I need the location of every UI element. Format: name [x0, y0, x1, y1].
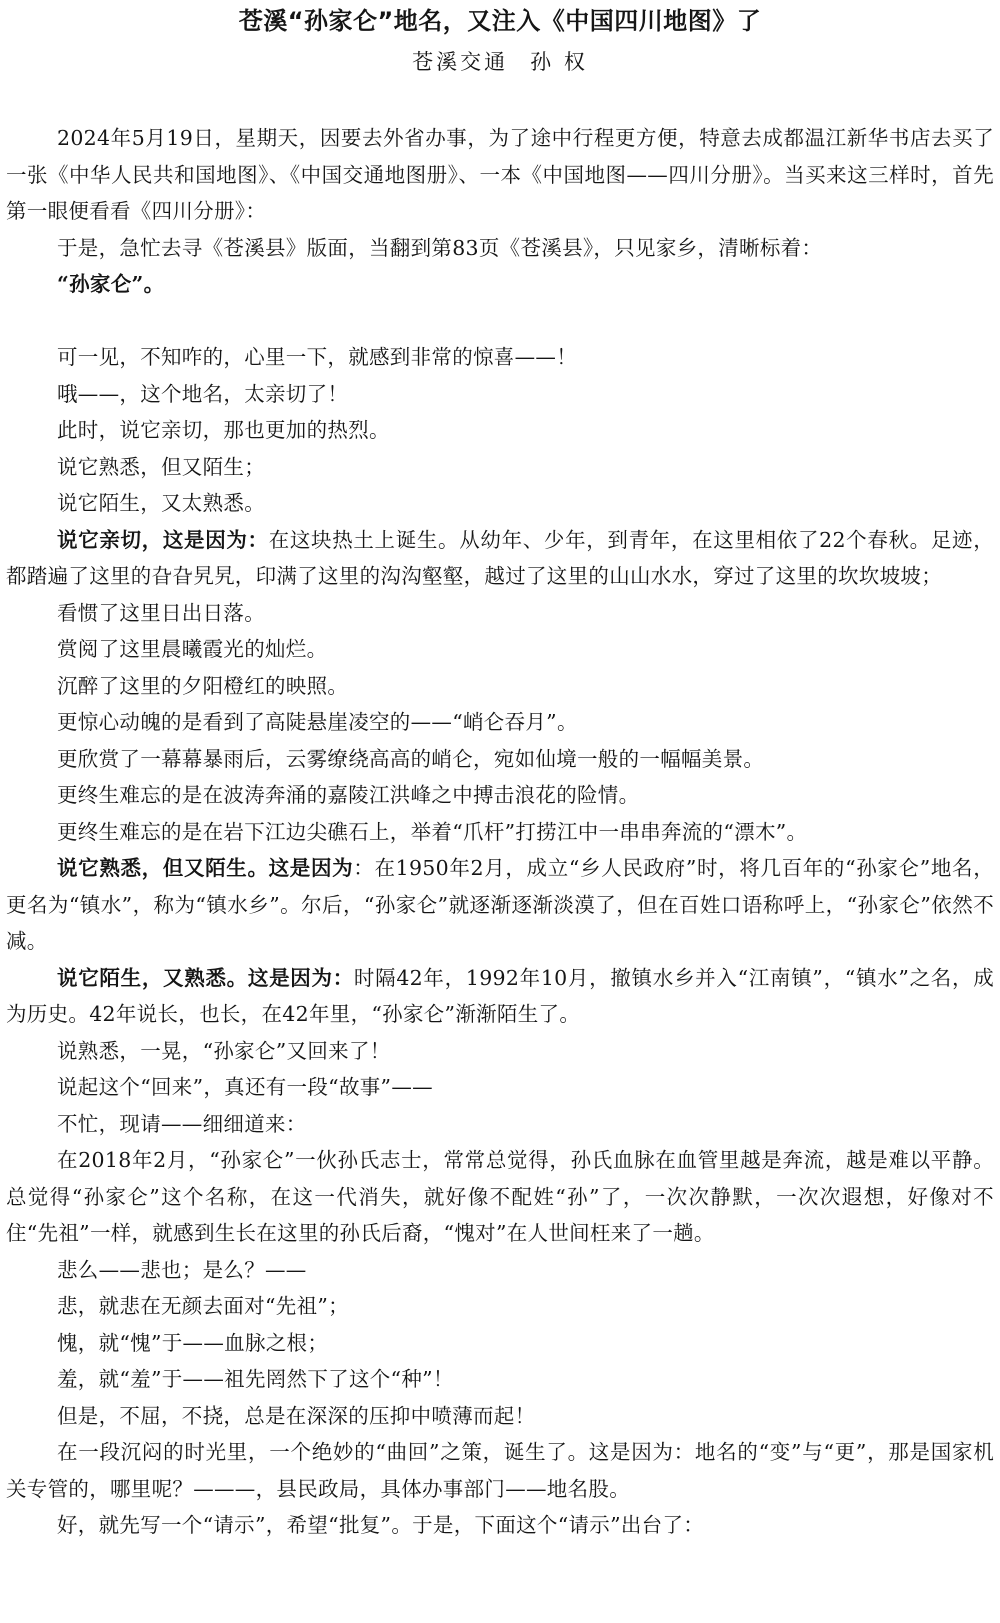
paragraph	[6, 668, 994, 705]
paragraph	[6, 449, 994, 486]
paragraph-lead: 说它亲切，这是因为：	[57, 527, 269, 552]
paragraph	[6, 1069, 994, 1106]
paragraph	[6, 1507, 994, 1544]
paragraph	[6, 741, 994, 778]
byline	[0, 47, 1000, 77]
paragraph-lead: “孙家仑”。	[57, 272, 165, 296]
byline-author: 孙 权	[530, 50, 588, 74]
paragraph-text: 哦——，这个地名，太亲切了！	[57, 381, 349, 406]
paragraph	[6, 339, 994, 376]
paragraph	[6, 1252, 994, 1289]
paragraph	[6, 704, 994, 741]
paragraph-text: 此时，说它亲切，那也更加的热烈。	[57, 418, 390, 442]
paragraph	[6, 376, 994, 413]
paragraph	[6, 595, 994, 632]
paragraph-text: 不忙，现请——细细道来：	[57, 1111, 307, 1136]
paragraph-text: 说它熟悉，但又陌生；	[57, 454, 265, 479]
paragraph	[6, 522, 994, 595]
paragraph-text: 沉醉了这里的夕阳橙红的映照。	[57, 673, 349, 698]
paragraph	[6, 777, 994, 814]
paragraph	[6, 814, 994, 851]
paragraph	[6, 1398, 994, 1435]
paragraph	[6, 412, 994, 449]
paragraph	[6, 120, 994, 230]
paragraph-text: 说熟悉，一晃，“孙家仑”又回来了！	[57, 1038, 391, 1063]
paragraph-lead: 说它陌生，又熟悉。这是因为：	[57, 965, 354, 990]
paragraph-text: 说起这个“回来”，真还有一段“故事”——	[57, 1075, 433, 1099]
paragraph-text: 说它陌生，又太熟悉。	[57, 491, 265, 515]
paragraph	[6, 1142, 994, 1252]
paragraph-text: 赏阅了这里晨曦霞光的灿烂。	[57, 637, 328, 661]
paragraph-text: 好，就先写一个“请示”，希望“批复”。于是，下面这个“请示”出台了：	[57, 1513, 705, 1537]
paragraph-lead: 说它熟悉，但又陌生。这是因为	[57, 856, 354, 880]
paragraph-text: 更欣赏了一幕幕暴雨后，云雾缭绕高高的峭仑，宛如仙境一般的一幅幅美景。	[57, 746, 765, 771]
paragraph-text: 羞，就“羞”于——祖先罔然下了这个“种”！	[57, 1367, 454, 1391]
paragraph-text: 更终生难忘的是在波涛奔涌的嘉陵江洪峰之中搏击浪花的险情。	[57, 783, 640, 807]
paragraph-text: 更惊心动魄的是看到了高陡悬崖凌空的——“峭仑吞月”。	[57, 710, 578, 734]
paragraph	[6, 1288, 994, 1325]
paragraph	[6, 230, 994, 267]
article-body	[6, 120, 994, 1544]
paragraph	[6, 1361, 994, 1398]
paragraph	[6, 1033, 994, 1070]
paragraph	[6, 960, 994, 1033]
paragraph-text: 在一段沉闷的时光里，一个绝妙的“曲回”之策，诞生了。这是因为：地名的“变”与“更”，那是国家机关专管的，哪里呢？———，县民政局，具体办事部门——地名股。	[6, 1440, 994, 1501]
paragraph-text: 在这块热土上诞生。从幼年、少年，到青年，在这里相依了22个春秋。足迹，都踏遍了这里的旮旮旯旯，印满了这里的沟沟壑壑，越过了这里的山山水水，穿过了这里的坎坎坡坡；	[6, 527, 994, 588]
paragraph-text: 于是，急忙去寻《苍溪县》版面，当翻到第83页《苍溪县》，只见家乡，清晰标着：	[57, 235, 823, 260]
paragraph	[6, 1106, 994, 1143]
paragraph-text: 但是，不屈，不挠，总是在深深的压抑中喷薄而起！	[57, 1403, 536, 1428]
paragraph-text: 愧，就“愧”于——血脉之根；	[57, 1330, 329, 1355]
article-title: 苍溪“孙家仑”地名，又注入《中国四川地图》了	[238, 7, 762, 35]
paragraph	[6, 266, 994, 303]
paragraph-text: 2024年5月19日，星期天，因要去外省办事，为了途中行程更方便，特意去成都温江新华书店去买了一张《中华人民共和国地图》、《中国交通地图册》、一本《中国地图——四川分册》。当买来这三样时，首先第一眼便看看《四川分册》：	[6, 126, 994, 223]
paragraph-text: 时隔42年，1992年10月，撤镇水乡并入“江南镇”，“镇水”之名，成为历史。42年说长，也长，在42年里，“孙家仑”渐渐陌生了。	[6, 965, 995, 1026]
paragraph-text: 悲么——悲也；是么？——	[57, 1257, 307, 1282]
paragraph	[6, 631, 994, 668]
paragraph	[6, 1434, 994, 1507]
paragraph	[6, 485, 994, 522]
paragraph-text: ：在1950年2月，成立“乡人民政府”时，将几百年的“孙家仑”地名，更名为“镇水”，称为“镇水乡”。尔后，“孙家仑”就逐渐逐渐淡漠了，但在百姓口语称呼上，“孙家仑”依然不减。	[6, 856, 994, 953]
paragraph	[6, 1325, 994, 1362]
byline-unit: 苍溪交通	[412, 50, 509, 74]
paragraph-text: 可一见，不知咋的，心里一下，就感到非常的惊喜——！	[57, 345, 577, 369]
paragraph-text: 悲，就悲在无颜去面对“先祖”；	[57, 1294, 349, 1318]
paragraph-text: 更终生难忘的是在岩下江边尖礁石上，举着“爪杆”打捞江中一串串奔流的“漂木”。	[57, 819, 808, 844]
paragraph-text: 在2018年2月，“孙家仑”一伙孙氏志士，常常总觉得，孙氏血脉在血管里越是奔流，越是难以平静。总觉得“孙家仑”这个名称，在这一代消失，就好像不配姓“孙”了，一次次静默，一次次遐想，好像对不住“先祖”一样，就感到生长在这里的孙氏后裔，“愧对”在人世间枉来了一趟。	[6, 1148, 994, 1245]
paragraph-text: 看惯了这里日出日落。	[57, 600, 265, 625]
paragraph	[6, 850, 994, 960]
